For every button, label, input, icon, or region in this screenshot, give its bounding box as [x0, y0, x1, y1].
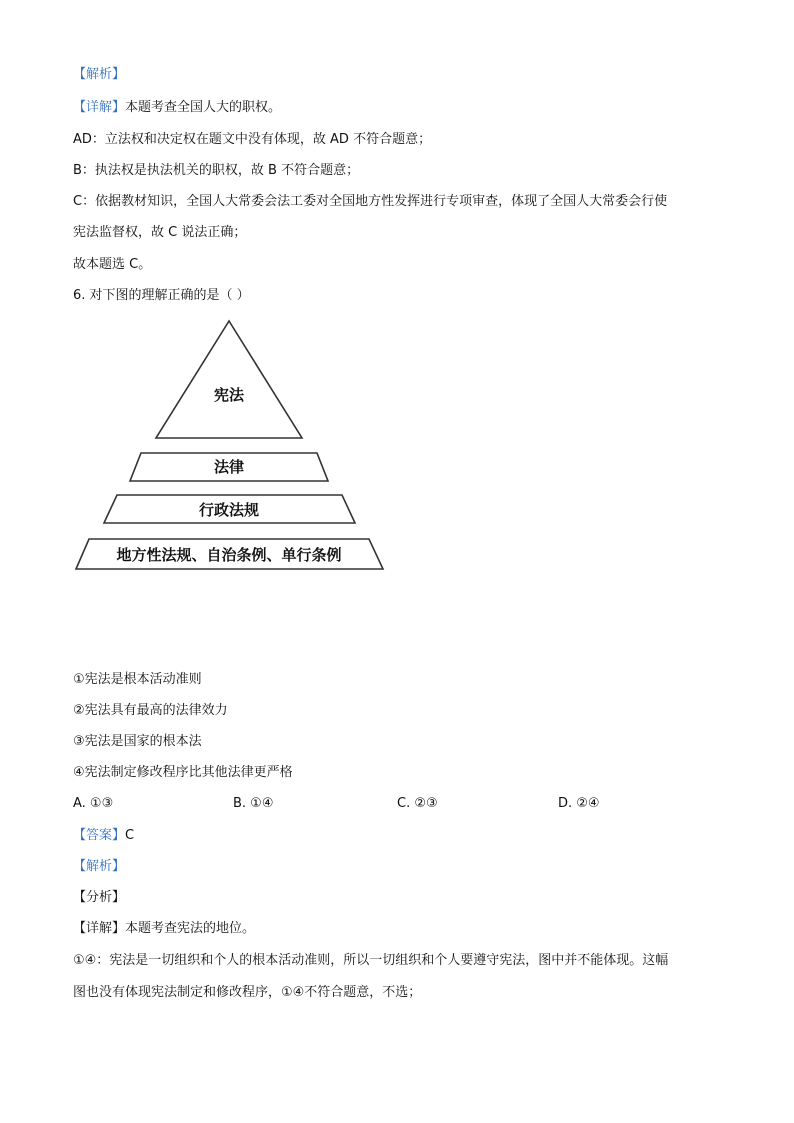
analysis-c-line2: 宪法监督权，故 C 说法正确； — [73, 225, 247, 240]
detail-label-1: 【详解】 — [73, 100, 126, 115]
detail-text-1: 本题考查全国人大的职权。 — [125, 100, 282, 115]
pyramid-top-triangle — [156, 321, 302, 438]
detail-line-2 — [73, 920, 255, 938]
jiexi-label-2: 【解析】 — [73, 859, 126, 874]
analysis-14-line2: 图也没有体现宪法制定和修改程序，①④不符合题意，不选； — [73, 985, 422, 1000]
fenxi-label: 【分析】 — [73, 890, 126, 905]
question-stem: 6. 对下图的理解正确的是（ ） — [73, 288, 250, 303]
statement-1: ①宪法是根本活动准则 — [73, 672, 202, 687]
analysis-b: B：执法权是执法机关的职权，故 B 不符合题意； — [73, 163, 360, 178]
jiexi-label-1: 【解析】 — [73, 67, 126, 82]
answer-value: C — [125, 828, 135, 843]
statement-3: ③宪法是国家的根本法 — [73, 734, 202, 749]
pyramid-level4-label: 地方性法规、自治条例、单行条例 — [116, 546, 342, 564]
option-d: D. ②④ — [558, 796, 600, 811]
answer-label: 【答案】 — [73, 828, 126, 843]
conclusion-1: 故本题选 C。 — [73, 257, 152, 272]
detail-text-2: 本题考查宪法的地位。 — [125, 921, 256, 936]
analysis-14-line1: ①④：宪法是一切组织和个人的根本活动准则，所以一切组织和个人要遵守宪法，图中并不能体现。这幅 — [73, 953, 669, 968]
pyramid-level3-label: 行政法规 — [198, 501, 260, 519]
detail-label-2: 【详解】 — [73, 921, 126, 936]
pyramid-top-label: 宪法 — [213, 386, 245, 404]
statement-4: ④宪法制定修改程序比其他法律更严格 — [73, 765, 293, 780]
option-c: C. ②③ — [397, 796, 438, 811]
option-b: B. ①④ — [233, 796, 274, 811]
answer-line — [73, 827, 134, 845]
analysis-ad: AD：立法权和决定权在题文中没有体现，故 AD 不符合题意； — [73, 132, 432, 147]
pyramid-level2-label: 法律 — [213, 458, 245, 476]
option-a: A. ①③ — [73, 796, 114, 811]
statement-2: ②宪法具有最高的法律效力 — [73, 703, 228, 718]
analysis-c-line1: C：依据教材知识，全国人大常委会法工委对全国地方性发挥进行专项审查，体现了全国人大常委会行使 — [73, 194, 668, 209]
